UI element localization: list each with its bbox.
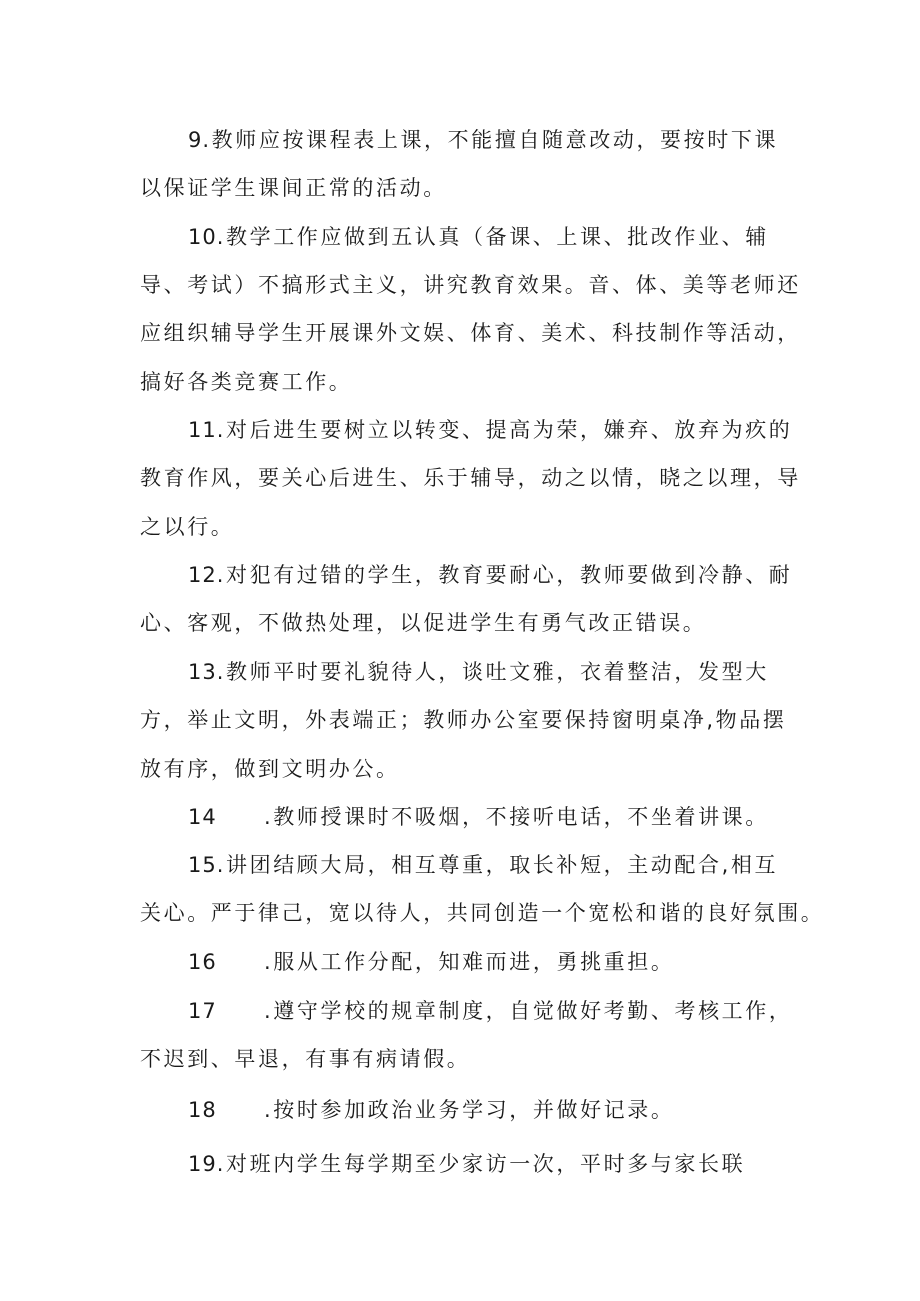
line-text: .教师授课时不吸烟，不接听电话，不坐着讲课。	[264, 805, 769, 829]
line-text: .教学工作应做到五认真（备课、上课、批改作业、辅	[216, 225, 769, 249]
paragraph-15-line-1	[188, 851, 778, 879]
item-number: 16	[188, 950, 217, 974]
paragraph-11-line-3: 之以行。	[140, 515, 235, 539]
paragraph-13-line-3: 放有序，做到文明办公。	[140, 757, 400, 781]
item-number: 18	[188, 1098, 217, 1122]
paragraph-18-line-1	[188, 1096, 674, 1124]
line-text: .对后进生要树立以转变、提高为荣，嫌弃、放弃为疚的	[216, 418, 793, 442]
paragraph-14-line-1	[188, 803, 769, 831]
line-text: .教师应按课程表上课，不能擅自随意改动，要按时下课	[202, 128, 779, 152]
paragraph-11-line-1	[188, 416, 792, 444]
line-text: .服从工作分配，知难而进，勇挑重担。	[264, 950, 675, 974]
paragraph-16-line-1	[188, 948, 674, 976]
item-number: 17	[188, 999, 217, 1023]
line-text: .对班内学生每学期至少家访一次，平时多与家长联	[216, 1152, 746, 1176]
paragraph-12-line-2: 心、客观，不做热处理，以促进学生有勇气改正错误。	[140, 611, 707, 635]
paragraph-9-line-1	[188, 126, 778, 154]
line-text: .教师平时要礼貌待人，谈吐文雅，衣着整洁，发型大	[216, 660, 769, 684]
paragraph-12-line-1	[188, 561, 792, 589]
item-number: 12	[188, 563, 217, 587]
line-text: .遵守学校的规章制度，自觉做好考勤、考核工作，	[264, 999, 793, 1023]
item-number: 10	[188, 225, 217, 249]
paragraph-13-line-1	[188, 658, 769, 686]
paragraph-15-line-2: 关心。严于律己，宽以待人，共同创造一个宽松和谐的良好氛围。	[140, 901, 825, 925]
paragraph-11-line-2: 教育作风，要关心后进生、乐于辅导，动之以情，晓之以理，导	[140, 466, 801, 490]
paragraph-13-line-2: 方，举止文明，外表端正；教师办公室要保持窗明桌净,物品摆	[140, 708, 787, 732]
item-number: 14	[188, 805, 217, 829]
paragraph-10-line-2: 导、考试）不搞形式主义，讲究教育效果。音、体、美等老师还	[140, 273, 801, 297]
paragraph-19-line-1	[188, 1150, 745, 1178]
item-number: 9	[188, 128, 203, 152]
item-number: 11	[188, 418, 217, 442]
item-number: 15	[188, 853, 217, 877]
paragraph-17-line-1	[188, 997, 792, 1025]
item-number: 13	[188, 660, 217, 684]
item-number: 19	[188, 1152, 217, 1176]
paragraph-10-line-3: 应组织辅导学生开展课外文娱、体育、美术、科技制作等活动，	[140, 321, 801, 345]
line-text: .按时参加政治业务学习，并做好记录。	[264, 1098, 675, 1122]
paragraph-9-line-2: 以保证学生课间正常的活动。	[140, 176, 447, 200]
paragraph-10-line-4: 搞好各类竞赛工作。	[140, 370, 353, 394]
paragraph-10-line-1	[188, 223, 769, 251]
paragraph-17-line-2: 不迟到、早退，有事有病请假。	[140, 1047, 471, 1071]
line-text: .讲团结顾大局，相互尊重，取长补短，主动配合,相互	[216, 853, 779, 877]
line-text: .对犯有过错的学生，教育要耐心，教师要做到冷静、耐	[216, 563, 793, 587]
